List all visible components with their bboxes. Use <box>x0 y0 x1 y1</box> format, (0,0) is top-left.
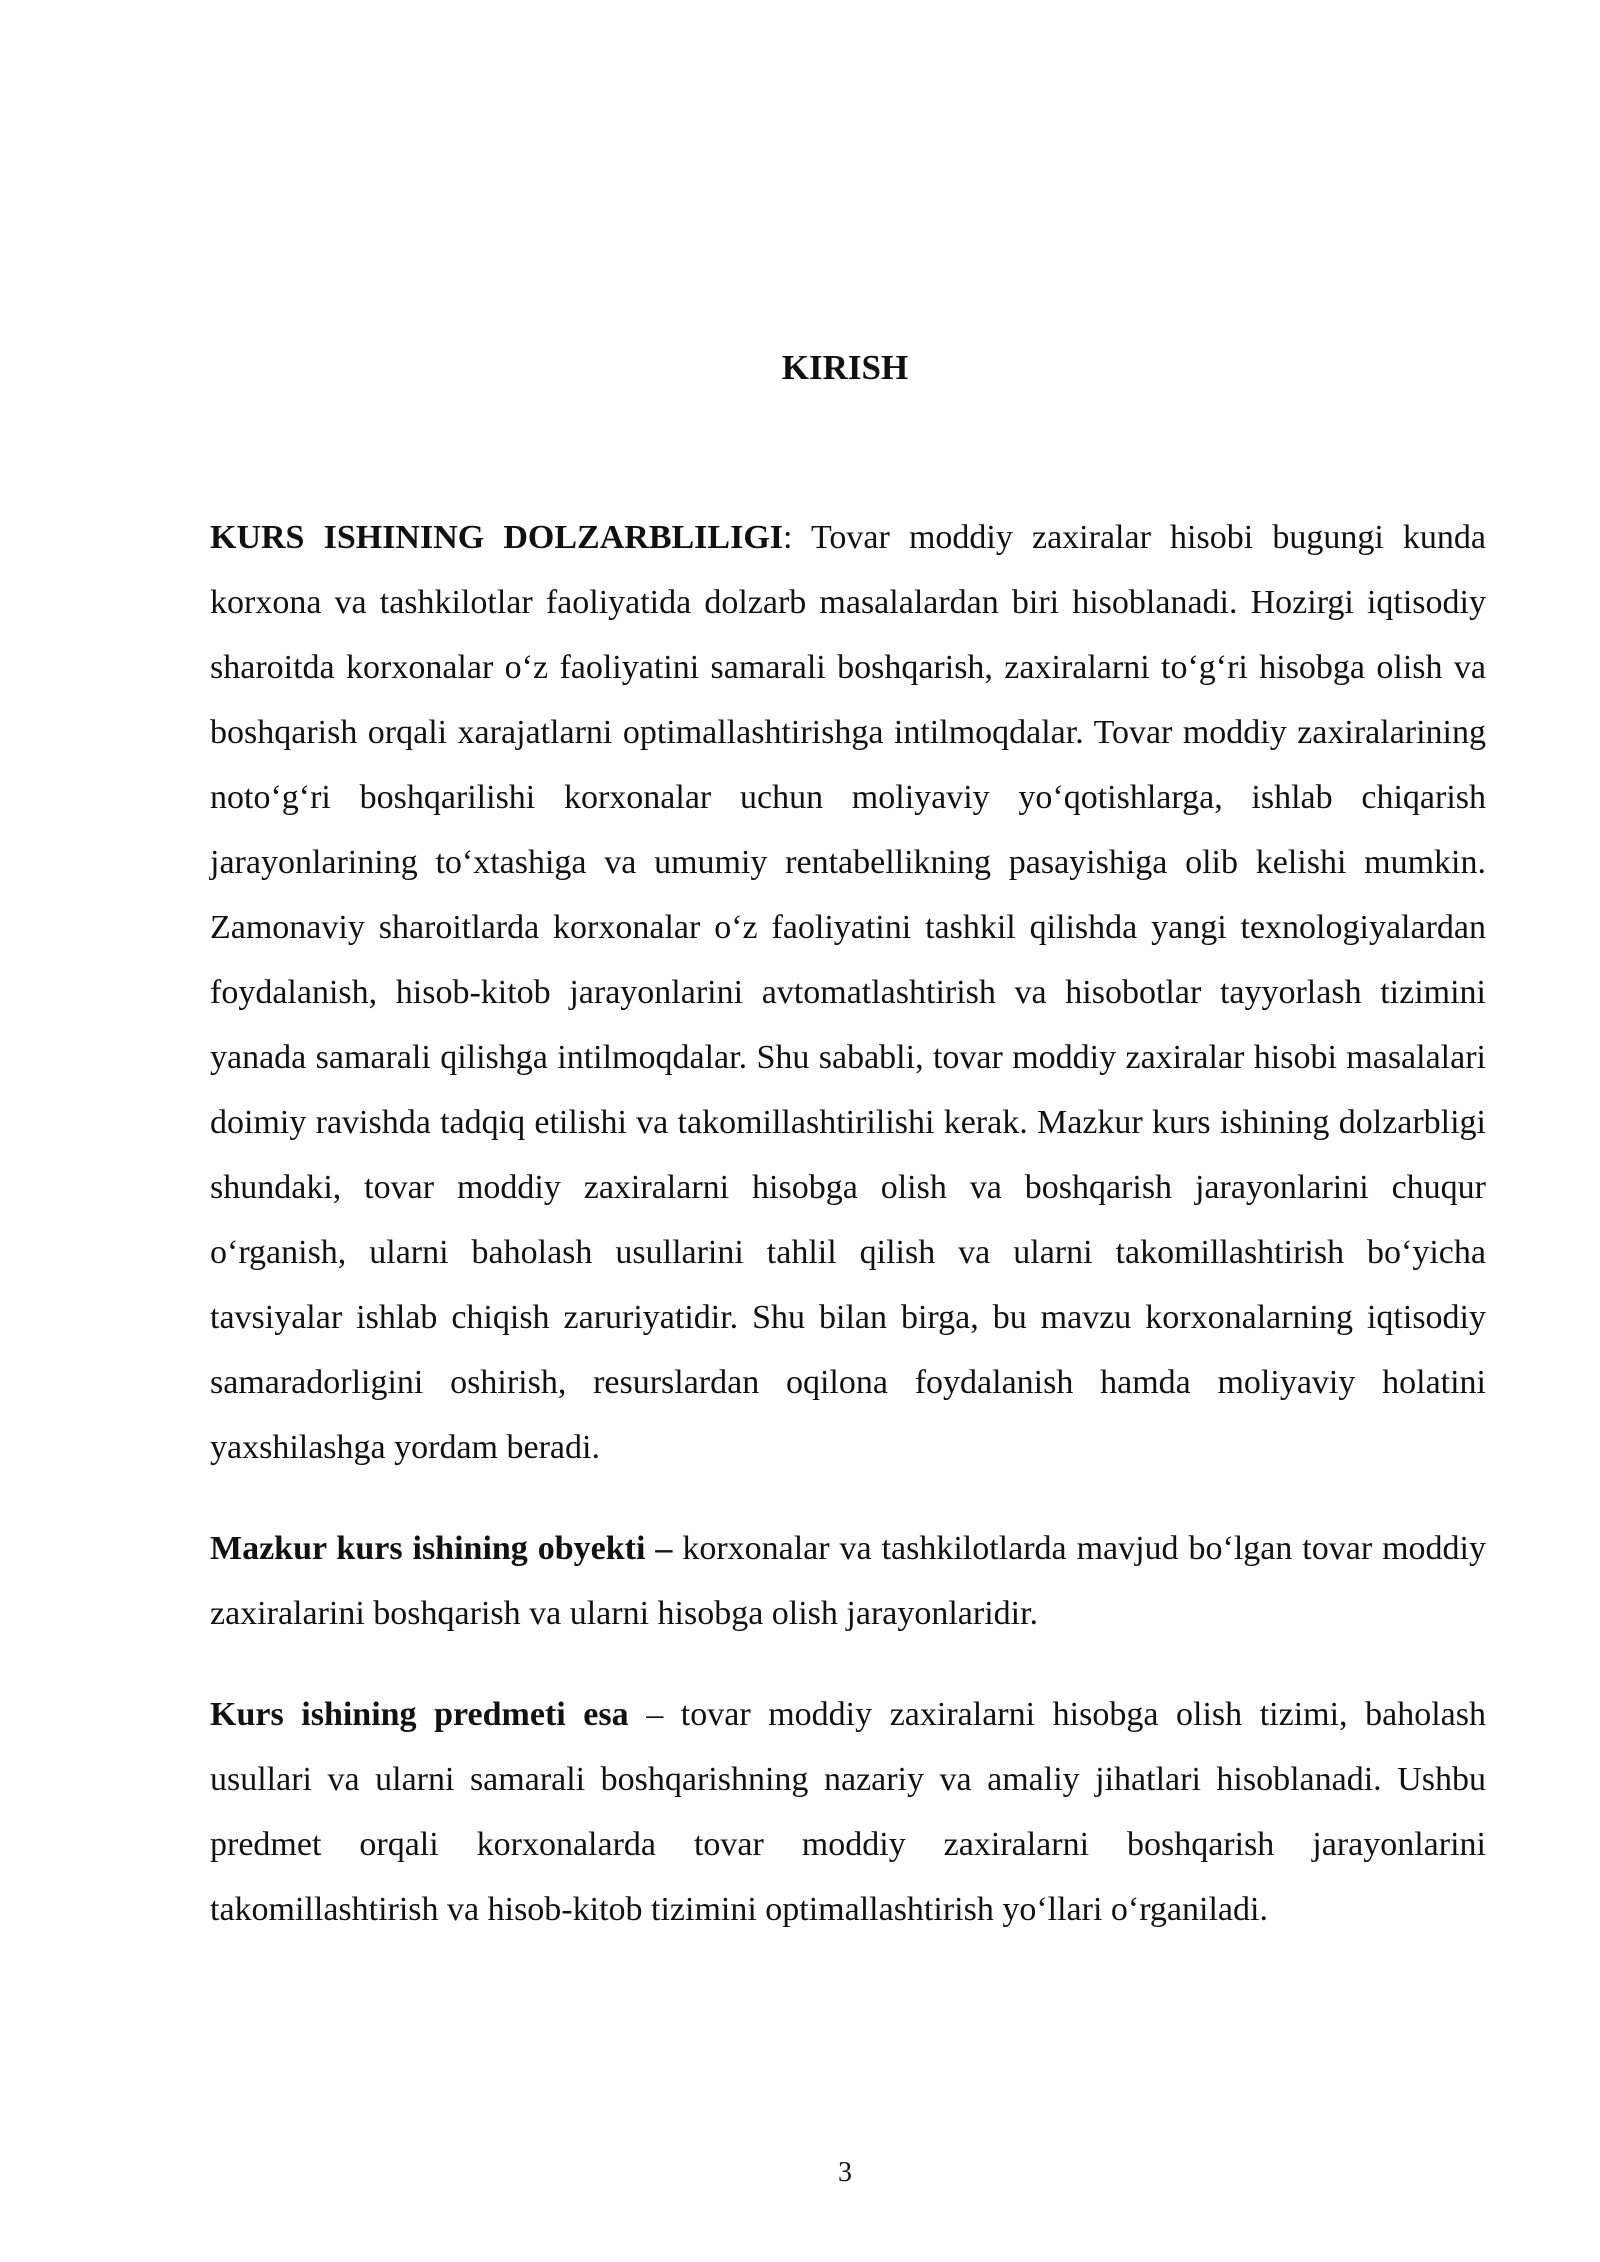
page-number: 3 <box>838 2157 852 2188</box>
paragraph-object <box>210 1516 1486 1646</box>
document-body <box>210 505 1486 1942</box>
paragraph-text: – tovar moddiy zaxiralarni hisobga olish tizimi, baholash usullari va ularni samarali boshqarishning nazariy va amaliy jihatlari hisoblanadi. Ushbu predmet orqali korxonalarda tovar moddiy zaxiralarni boshqarish jarayonlarini takomillashtirish va hisob-kitob tizimini optimallashtirish yo‘llari o‘rganiladi. <box>210 1696 1486 1928</box>
paragraph-text: korxonalar va tashkilotlarda mavjud bo‘lgan tovar moddiy zaxiralarini boshqarish va ularni hisobga olish jarayonlaridir. <box>210 1530 1487 1632</box>
paragraph-relevance <box>210 505 1486 1480</box>
paragraph-lead: Kurs ishining predmeti esa <box>210 1696 629 1733</box>
paragraph-text: : Tovar moddiy zaxiralar hisobi bugungi kunda korxona va tashkilotlar faoliyatida dolzarb masalalardan biri hisoblanadi. Hozirgi iqtisodiy sharoitda korxonalar o‘z faoliyatini samarali boshqarish, zaxiralarni to‘g‘ri hisobga olish va boshqarish orqali xarajatlarni optimallashtirishga intilmoqdalar. Tovar moddiy zaxiralarining noto‘g‘ri boshqarilishi korxonalar uchun moliyaviy yo‘qotishlarga, ishlab chiqarish jarayonlarining to‘xtashiga va umumiy rentabellikning pasayishiga olib kelishi mumkin. Zamonaviy sharoitlarda korxonalar o‘z faoliyatini tashkil qilishda yangi texnologiyalardan foydalanish, hisob-kitob jarayonlarini avtomatlashtirish va hisobotlar tayyorlash tizimini yanada samarali qilishga intilmoqdalar. Shu sababli, tovar moddiy zaxiralar hisobi masalalari doimiy ravishda tadqiq etilishi va takomillashtirilishi kerak. Mazkur kurs ishining dolzarbligi shundaki, tovar moddiy zaxiralarni hisobga olish va boshqarish jarayonlarini chuqur o‘rganish, ularni baholash usullarini tahlil qilish va ularni takomillashtirish bo‘yicha tavsiyalar ishlab chiqish zaruriyatidir. Shu bilan birga, bu mavzu korxonalarning iqtisodiy samaradorligini oshirish, resurslardan oqilona foydalanish hamda moliyaviy holatini yaxshilashga yordam beradi. <box>210 519 1487 1466</box>
page-title: KIRISH <box>781 348 909 387</box>
paragraph-subject <box>210 1682 1486 1942</box>
paragraph-lead: KURS ISHINING DOLZARBLILIGI <box>210 519 784 556</box>
paragraph-lead: Mazkur kurs ishining obyekti – <box>210 1530 673 1567</box>
